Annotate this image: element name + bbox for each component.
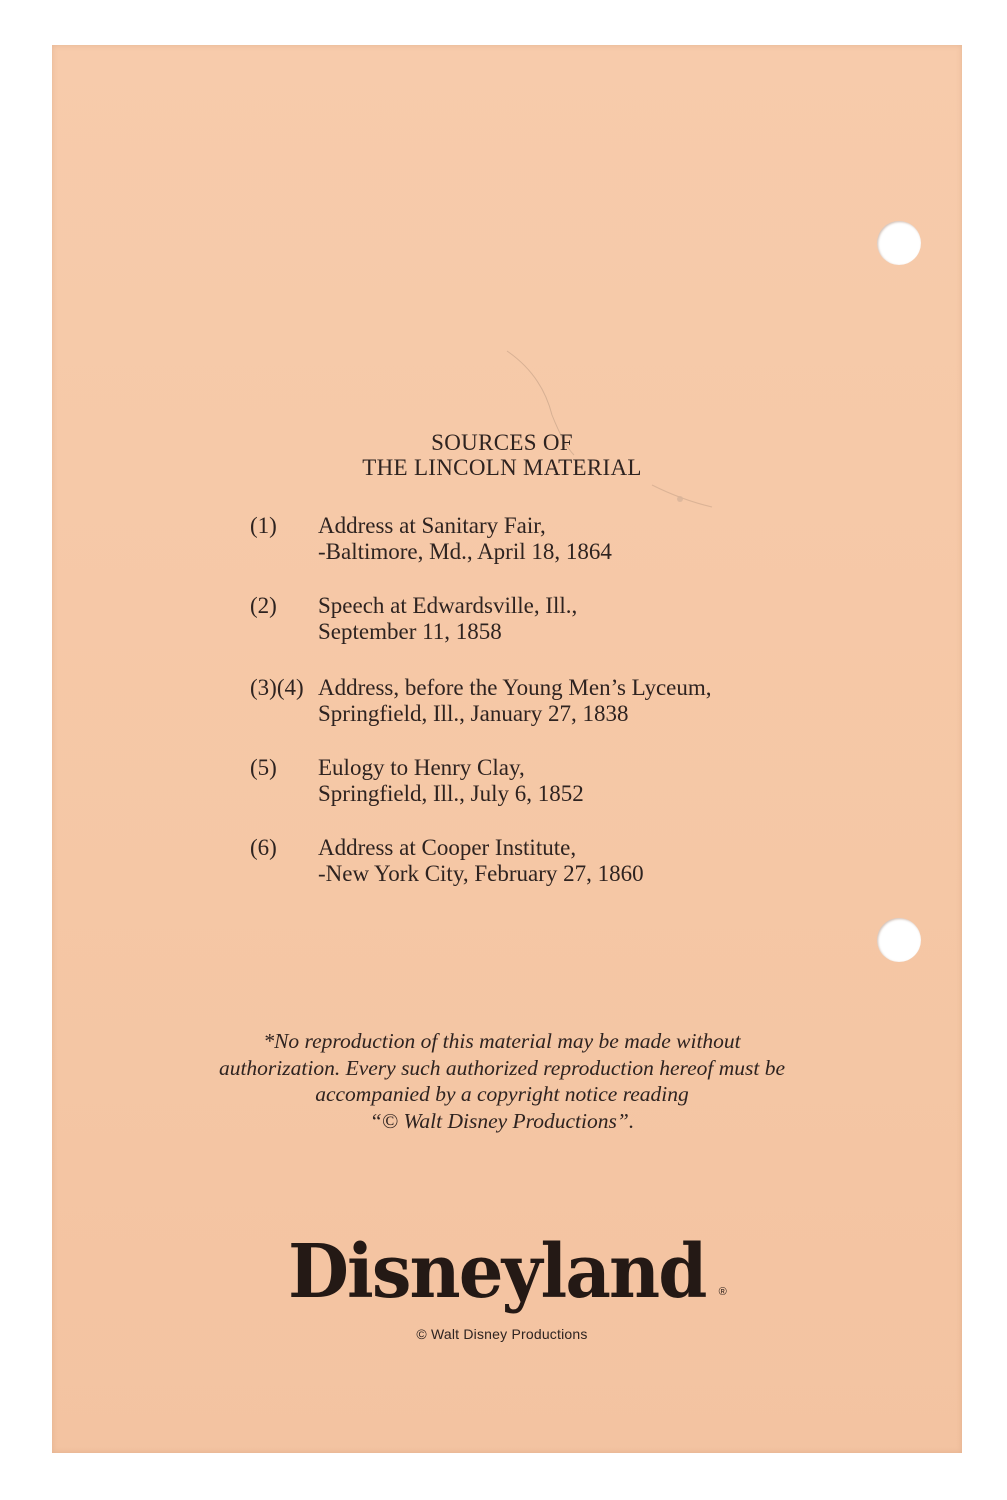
source-title: Eulogy to Henry Clay, <box>318 755 525 780</box>
heading-line-1: SOURCES OF <box>431 430 573 455</box>
source-title: Address at Sanitary Fair, <box>318 513 546 538</box>
source-number: (6) <box>250 835 277 860</box>
source-detail: -New York City, February 27, 1860 <box>318 861 644 886</box>
copyright-line: © Walt Disney Productions <box>416 1326 588 1342</box>
logo-wordmark: Disneyland <box>288 1229 706 1315</box>
notice-line-4: “© Walt Disney Productions”. <box>369 1108 635 1133</box>
source-number: (5) <box>250 755 277 780</box>
notice-line-2: authorization. Every such authorized reproduction hereof must be <box>218 1055 786 1080</box>
source-detail: -Baltimore, Md., April 18, 1864 <box>318 539 612 564</box>
disneyland-logo <box>52 1228 952 1316</box>
heading-line-2: THE LINCOLN MATERIAL <box>362 455 642 480</box>
source-detail: September 11, 1858 <box>318 619 502 644</box>
source-number: (2) <box>250 593 277 618</box>
reproduction-notice <box>152 1028 852 1134</box>
notice-line-3: accompanied by a copyright notice reading <box>315 1082 689 1106</box>
source-title: Address, before the Young Men’s Lyceum, <box>318 675 712 700</box>
source-title: Speech at Edwardsville, Ill., <box>318 593 578 618</box>
registered-mark: ® <box>718 1286 727 1298</box>
notice-line-1: *No reproduction of this material may be made without <box>263 1029 741 1053</box>
source-detail: Springfield, Ill., July 6, 1852 <box>318 781 584 806</box>
source-detail: Springfield, Ill., January 27, 1838 <box>318 701 629 726</box>
source-number: (1) <box>250 513 277 538</box>
brochure-page <box>52 45 962 1453</box>
source-title: Address at Cooper Institute, <box>318 835 577 860</box>
source-number: (3)(4) <box>250 675 304 700</box>
